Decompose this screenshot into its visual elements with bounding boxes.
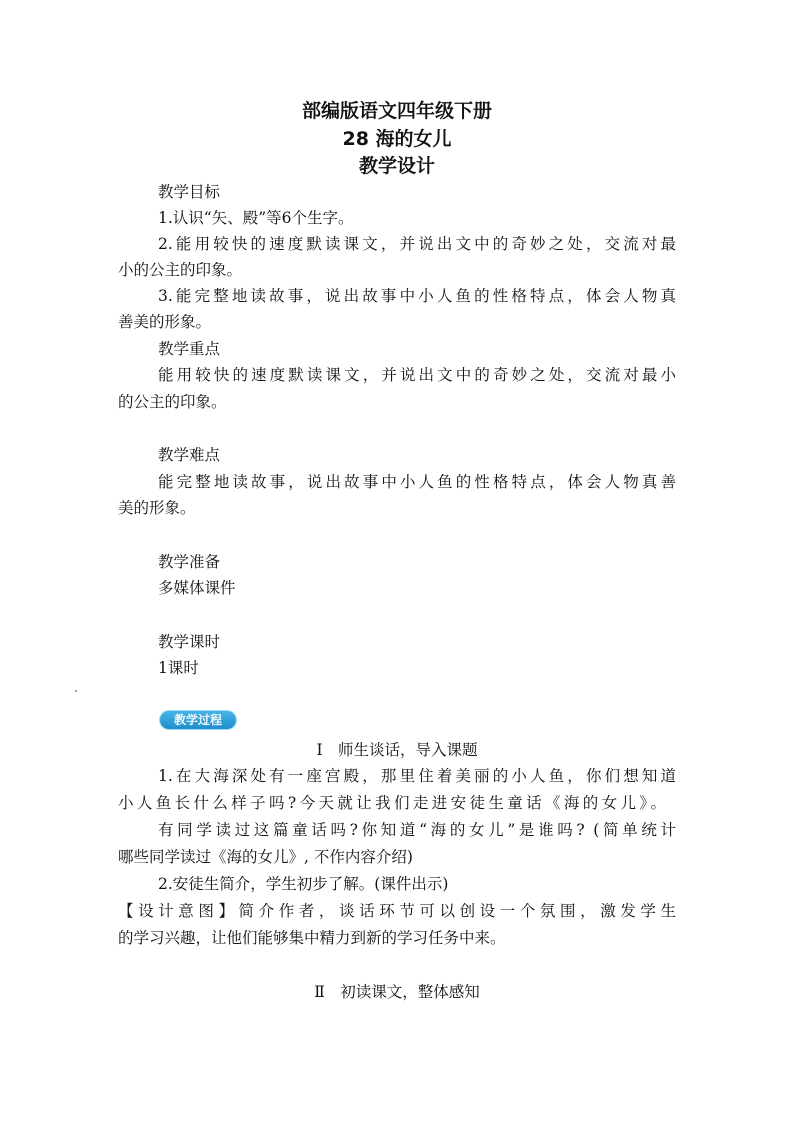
doc-title-lesson: 28 海的女儿 [342,128,452,150]
key-points-line1: 能用较快的速度默读课文，并说出文中的奇妙之处，交流对最小 [158,366,676,384]
doc-title-design: 教学设计 [358,155,435,177]
objectives-heading: 教学目标 [158,183,221,201]
objective-item-2-line1: 2.能用较快的速度默读课文，并说出文中的奇妙之处，交流对最 [158,235,676,253]
process-p2-line1: 有同学读过这篇童话吗?你知道“海的女儿”是谁吗? (简单统计 [158,821,676,839]
difficulties-line1: 能完整地读故事，说出故事中小人鱼的性格特点，体会人物真善 [158,473,676,491]
process-p3: 2.安徒生简介，学生初步了解。(课件出示) [158,875,449,893]
objective-item-2-line2: 小的公主的印象。 [118,261,243,279]
difficulties-line2: 美的形象。 [118,499,196,517]
difficulties-heading: 教学难点 [158,446,221,464]
design-intent-line1: 【设计意图】简介作者，谈话环节可以创设一个氛围，激发学生 [118,902,676,920]
objective-item-3-line1: 3.能完整地读故事，说出故事中小人鱼的性格特点，体会人物真 [158,287,676,305]
duration-heading: 教学课时 [158,633,221,651]
section-1-title: Ⅰ 师生谈话，导入课题 [316,741,478,759]
process-badge: 教学过程 [160,711,236,729]
section-2-title: Ⅱ 初读课文，整体感知 [314,983,480,1001]
objective-item-1: 1.认识“矢、殿”等6个生字。 [158,209,354,227]
key-points-line2: 的公主的印象。 [118,393,227,411]
objective-item-3-line2: 善美的形象。 [118,313,212,331]
design-intent-line2: 的学习兴趣，让他们能够集中精力到新的学习任务中来。 [118,929,506,947]
process-p1-line2: 小人鱼长什么样子吗?今天就让我们走进安徒生童话《海的女儿》。 [118,794,666,812]
doc-title-grade: 部编版语文四年级下册 [301,100,492,122]
preparation-content: 多媒体课件 [158,579,236,597]
preparation-heading: 教学准备 [158,553,221,571]
duration-content: 1课时 [158,659,199,677]
key-points-heading: 教学重点 [158,340,221,358]
stray-dot [75,690,77,692]
process-p1-line1: 1.在大海深处有一座宫殿，那里住着美丽的小人鱼，你们想知道 [158,767,676,785]
process-p2-line2: 哪些同学读过《海的女儿》, 不作内容介绍) [118,848,413,866]
